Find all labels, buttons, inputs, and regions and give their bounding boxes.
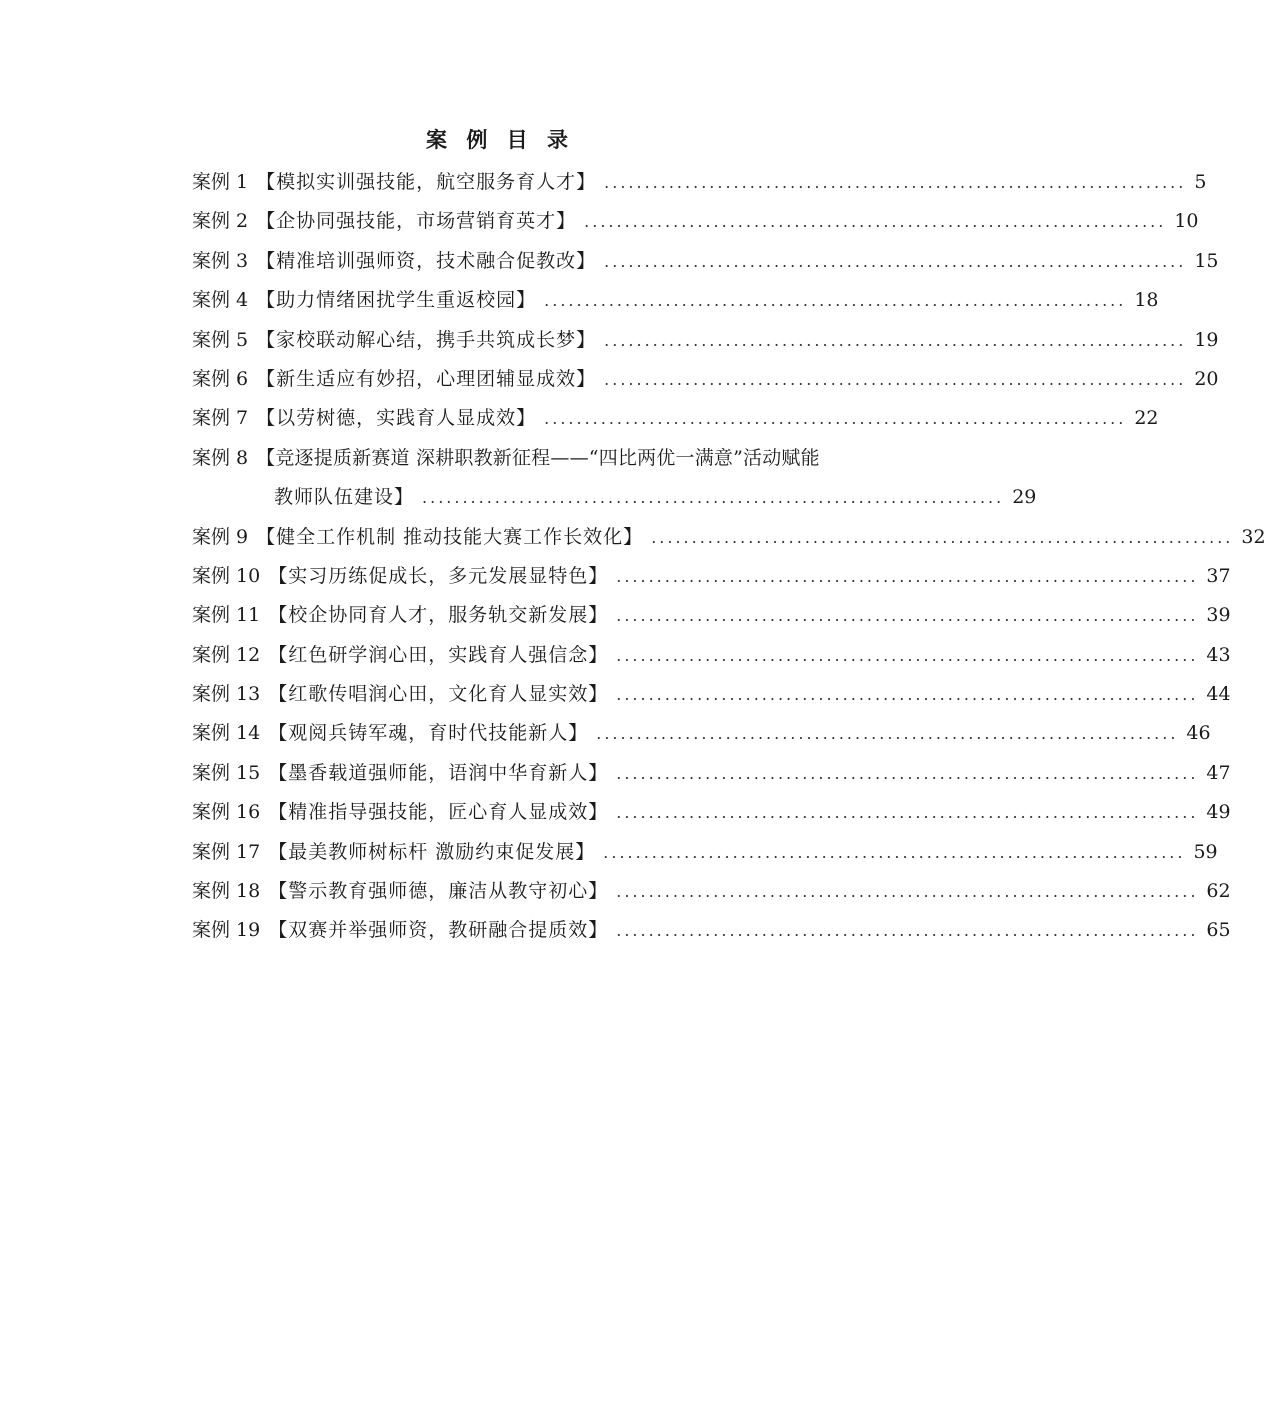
toc-entry-19[interactable] bbox=[192, 911, 1231, 950]
dot-leader: ........................................................................ bbox=[616, 882, 1199, 902]
toc-entry-page: 29 bbox=[1012, 486, 1037, 509]
toc-entry-title: 【企协同强技能，市场营销育英才】 bbox=[256, 210, 577, 233]
toc-entry-8-continued[interactable] bbox=[192, 478, 1037, 517]
toc-entry-label: 案例 11 bbox=[192, 604, 261, 627]
toc-entry-title-line1: 【竞逐提质新赛道 深耕职教新征程——“四比两优一满意”活动赋能 bbox=[256, 446, 820, 469]
toc-entry-13[interactable] bbox=[192, 675, 1231, 714]
toc-entry-page: 62 bbox=[1206, 880, 1231, 903]
toc-entry-title: 【精准指导强技能，匠心育人显成效】 bbox=[268, 801, 609, 824]
toc-entry-label: 案例 12 bbox=[192, 643, 261, 666]
dot-leader: ........................................................................ bbox=[604, 251, 1187, 271]
toc-entry-7[interactable] bbox=[192, 399, 1159, 438]
toc-entry-label: 案例 7 bbox=[192, 407, 249, 430]
toc-entry-8[interactable] bbox=[192, 439, 850, 478]
toc-entry-label: 案例 14 bbox=[192, 722, 261, 745]
toc-entry-9[interactable] bbox=[192, 518, 1266, 557]
toc-entry-page: 37 bbox=[1206, 564, 1231, 587]
toc-entry-label: 案例 9 bbox=[192, 525, 249, 548]
toc-entry-title: 【双赛并举强师资，教研融合提质效】 bbox=[268, 919, 609, 942]
toc-entry-page: 43 bbox=[1206, 643, 1231, 666]
toc-entry-title: 【最美教师树标杆 激励约束促发展】 bbox=[268, 840, 596, 863]
toc-entry-title: 【新生适应有妙招，心理团辅显成效】 bbox=[256, 367, 597, 390]
dot-leader: ........................................................................ bbox=[616, 606, 1199, 626]
dot-leader: ........................................................................ bbox=[584, 212, 1167, 232]
toc-entry-label: 案例 18 bbox=[192, 880, 261, 903]
toc-entry-12[interactable] bbox=[192, 636, 1231, 675]
toc-entry-page: 20 bbox=[1194, 367, 1219, 390]
toc-entry-page: 15 bbox=[1194, 249, 1219, 272]
toc-entry-label: 案例 19 bbox=[192, 919, 261, 942]
toc-entry-15[interactable] bbox=[192, 754, 1231, 793]
toc-entry-title: 【警示教育强师德，廉洁从教守初心】 bbox=[268, 880, 609, 903]
toc-entry-title: 【实习历练促成长，多元发展显特色】 bbox=[268, 564, 609, 587]
dot-leader: ........................................................................ bbox=[604, 369, 1187, 389]
toc-entry-title: 【以劳树德，实践育人显成效】 bbox=[256, 407, 537, 430]
toc-entry-page: 44 bbox=[1206, 683, 1231, 706]
toc-entry-label: 案例 3 bbox=[192, 249, 249, 272]
toc-entry-page: 65 bbox=[1206, 919, 1231, 942]
toc-entry-17[interactable] bbox=[192, 833, 1218, 872]
toc-entry-14[interactable] bbox=[192, 714, 1211, 753]
toc-entry-title-line2: 教师队伍建设】 bbox=[274, 486, 415, 509]
toc-entry-title: 【家校联动解心结，携手共筑成长梦】 bbox=[256, 328, 597, 351]
toc-entry-title: 【健全工作机制 推动技能大赛工作长效化】 bbox=[256, 525, 644, 548]
dot-leader: ........................................................................ bbox=[616, 645, 1199, 665]
dot-leader: ........................................................................ bbox=[544, 409, 1127, 429]
toc-entry-page: 22 bbox=[1134, 407, 1159, 430]
toc-entry-title: 【红色研学润心田，实践育人强信念】 bbox=[268, 643, 609, 666]
toc-entry-16[interactable] bbox=[192, 793, 1231, 832]
toc-entry-page: 18 bbox=[1134, 289, 1159, 312]
toc-entry-title: 【观阅兵铸军魂，育时代技能新人】 bbox=[268, 722, 589, 745]
dot-leader: ........................................................................ bbox=[603, 842, 1186, 862]
table-of-contents bbox=[192, 163, 1266, 951]
dot-leader: ........................................................................ bbox=[422, 488, 1005, 508]
dot-leader: ........................................................................ bbox=[616, 566, 1199, 586]
toc-entry-10[interactable] bbox=[192, 557, 1231, 596]
toc-entry-11[interactable] bbox=[192, 596, 1231, 635]
toc-entry-label: 案例 5 bbox=[192, 328, 249, 351]
dot-leader: ........................................................................ bbox=[596, 724, 1179, 744]
toc-entry-5[interactable] bbox=[192, 321, 1219, 360]
toc-entry-title: 【助力情绪困扰学生重返校园】 bbox=[256, 289, 537, 312]
toc-entry-page: 59 bbox=[1193, 840, 1218, 863]
toc-entry-page: 47 bbox=[1206, 761, 1231, 784]
toc-entry-label: 案例 8 bbox=[192, 446, 249, 469]
toc-entry-label: 案例 1 bbox=[192, 171, 249, 193]
toc-entry-label: 案例 17 bbox=[192, 840, 261, 863]
toc-entry-label: 案例 10 bbox=[192, 564, 261, 587]
dot-leader: ........................................................................ bbox=[604, 330, 1187, 350]
toc-entry-page: 32 bbox=[1241, 525, 1266, 548]
toc-entry-label: 案例 15 bbox=[192, 761, 261, 784]
toc-entry-6[interactable] bbox=[192, 360, 1219, 399]
toc-entry-label: 案例 6 bbox=[192, 367, 249, 390]
toc-entry-label: 案例 16 bbox=[192, 801, 261, 824]
dot-leader: ........................................................................ bbox=[604, 173, 1187, 192]
toc-entry-page: 39 bbox=[1206, 604, 1231, 627]
dot-leader: ........................................................................ bbox=[616, 803, 1199, 823]
toc-entry-3[interactable] bbox=[192, 242, 1219, 281]
toc-entry-page: 10 bbox=[1174, 210, 1199, 233]
toc-entry-label: 案例 4 bbox=[192, 289, 249, 312]
toc-title: 案 例 目 录 bbox=[426, 128, 574, 152]
toc-entry-title: 【红歌传唱润心田，文化育人显实效】 bbox=[268, 683, 609, 706]
toc-entry-title: 【墨香载道强师能，语润中华育新人】 bbox=[268, 761, 609, 784]
toc-entry-label: 案例 13 bbox=[192, 683, 261, 706]
toc-entry-page: 49 bbox=[1206, 801, 1231, 824]
toc-entry-title: 【精准培训强师资，技术融合促教改】 bbox=[256, 249, 597, 272]
toc-entry-label: 案例 2 bbox=[192, 210, 249, 233]
toc-entry-page: 5 bbox=[1194, 171, 1207, 193]
dot-leader: ........................................................................ bbox=[616, 763, 1199, 783]
dot-leader: ........................................................................ bbox=[616, 921, 1199, 941]
dot-leader: ........................................................................ bbox=[544, 291, 1127, 311]
toc-entry-18[interactable] bbox=[192, 872, 1231, 911]
toc-entry-title: 【模拟实训强技能，航空服务育人才】 bbox=[256, 171, 597, 193]
toc-entry-page: 46 bbox=[1186, 722, 1211, 745]
toc-entry-1[interactable] bbox=[192, 163, 1207, 202]
toc-entry-title: 【校企协同育人才，服务轨交新发展】 bbox=[268, 604, 609, 627]
dot-leader: ........................................................................ bbox=[651, 527, 1234, 547]
toc-entry-4[interactable] bbox=[192, 281, 1159, 320]
dot-leader: ........................................................................ bbox=[616, 685, 1199, 705]
toc-entry-page: 19 bbox=[1194, 328, 1219, 351]
toc-entry-2[interactable] bbox=[192, 202, 1199, 241]
